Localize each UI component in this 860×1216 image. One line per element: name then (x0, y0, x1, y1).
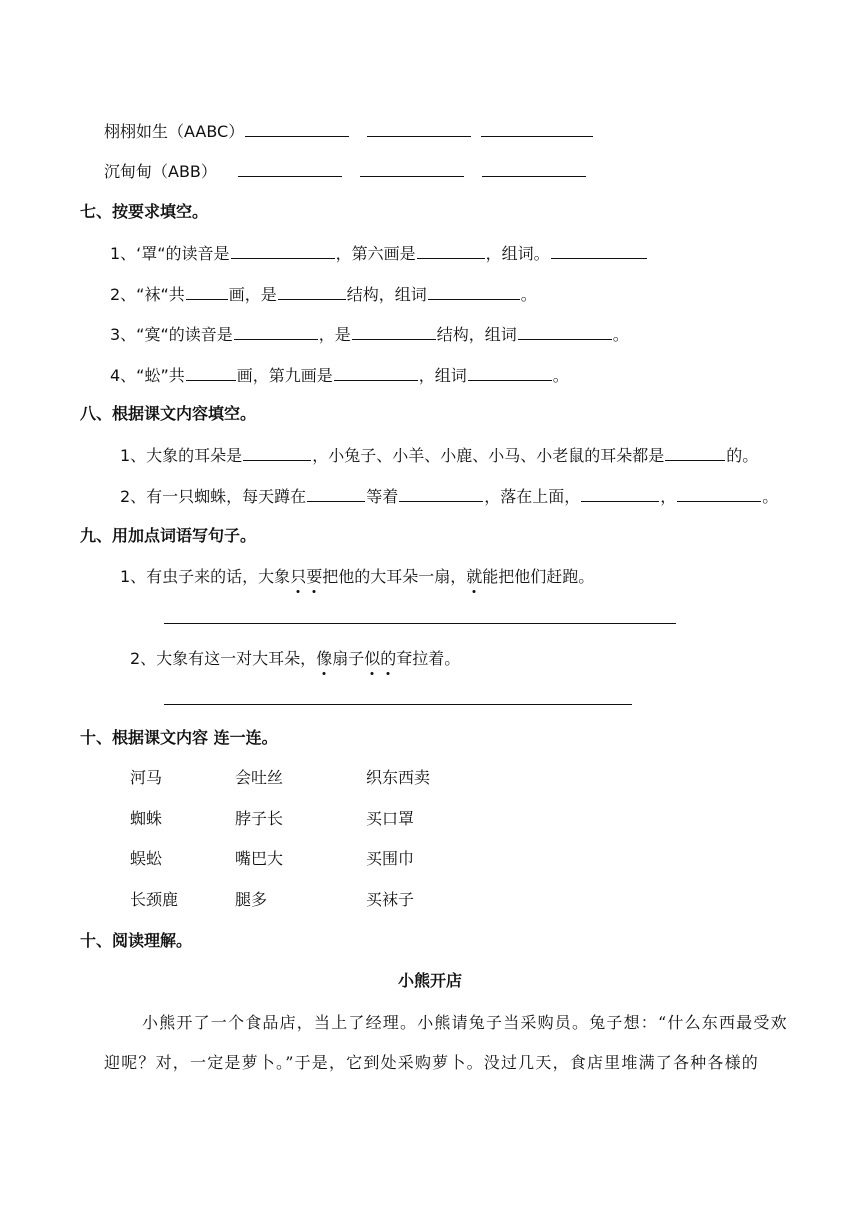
section-10-title: 十、根据课文内容 连一连。 (80, 728, 278, 747)
question-text: ，落在上面， (484, 487, 581, 506)
question-text: ，组词。 (485, 244, 550, 263)
answer-blank[interactable] (551, 242, 647, 259)
dotted-word: 只 (290, 567, 307, 586)
match-feature[interactable]: 会吐丝 (235, 768, 284, 787)
question-text: 画，第九画是 (236, 366, 333, 385)
match-action[interactable]: 织东西卖 (366, 768, 431, 787)
question-text: 1、大象的耳朵是 (120, 446, 243, 465)
match-feature[interactable]: 脖子长 (235, 809, 284, 828)
sentence-text: 2、大象有这一对大耳朵， (130, 649, 317, 668)
idiom-abb-label: 沉甸甸（ABB） (104, 162, 217, 181)
idiom-aabc-label: 栩栩如生（AABC） (104, 122, 245, 141)
question-text: ，组词 (418, 366, 467, 385)
answer-blank[interactable] (186, 283, 228, 300)
question-text: 2、有一只蜘蛛，每天蹲在 (120, 487, 307, 506)
answer-blank[interactable] (417, 242, 485, 259)
answer-blank[interactable] (581, 485, 659, 502)
sentence-text: 能把他们赶跑。 (482, 567, 595, 586)
section-8-title: 八、根据课文内容填空。 (80, 404, 257, 423)
match-feature[interactable]: 腿多 (235, 890, 268, 909)
question-text: ， (660, 487, 677, 506)
question-text: 画，是 (228, 285, 277, 304)
match-feature[interactable]: 嘴巴大 (235, 849, 284, 868)
answer-blank[interactable] (482, 160, 586, 177)
idiom-aabc-row (104, 120, 594, 143)
question-text: 2、“袜“共 (110, 285, 185, 304)
question-text: 结构，组词 (346, 285, 427, 304)
answer-blank[interactable] (243, 444, 311, 461)
question-text: ，第六画是 (335, 244, 416, 263)
answer-blank[interactable] (238, 160, 342, 177)
sentence-text: 把他的大耳朵一扇， (322, 567, 467, 586)
question-text: 结构，组词 (436, 325, 517, 344)
match-action[interactable]: 买围巾 (366, 849, 415, 868)
answer-blank[interactable] (468, 364, 552, 381)
section-7-title: 七、按要求填空。 (80, 202, 209, 221)
section-9-title: 九、用加点词语写句子。 (80, 526, 257, 545)
match-animal[interactable]: 河马 (130, 768, 163, 787)
question-8-1 (120, 444, 758, 467)
idiom-abb-row (104, 160, 587, 183)
question-text: 1、‘罩“的读音是 (110, 244, 230, 263)
question-text: 3、“寞“的读音是 (110, 325, 233, 344)
question-text: ，小兔子、小羊、小鹿、小马、小老鼠的耳朵都是 (312, 446, 665, 465)
answer-blank[interactable] (334, 364, 418, 381)
answer-blank[interactable] (234, 323, 318, 340)
match-animal[interactable]: 长颈鹿 (130, 890, 179, 909)
dotted-word: 就 (466, 567, 483, 586)
sentence-text: 耷拉着。 (396, 649, 461, 668)
dotted-word: 似 (364, 649, 381, 668)
match-animal[interactable]: 蜈蚣 (130, 849, 163, 868)
answer-blank[interactable] (518, 323, 612, 340)
answer-blank[interactable] (677, 485, 761, 502)
answer-blank[interactable] (352, 323, 436, 340)
story-paragraph-line: 迎呢？对，一定是萝卜。”于是，它到处采购萝卜。没过几天，食店里堆满了各种各様的 (104, 1053, 759, 1072)
sentence-9-2 (130, 648, 460, 670)
question-text: 。 (520, 285, 537, 304)
dotted-word: 要 (306, 567, 323, 586)
answer-blank[interactable] (360, 160, 464, 177)
sentence-9-1 (120, 566, 594, 588)
dotted-word: 的 (380, 649, 397, 668)
question-text: ，是 (318, 325, 351, 344)
question-text: 。 (552, 366, 569, 385)
sentence-text: 扇子 (332, 649, 365, 668)
answer-blank[interactable] (367, 120, 471, 137)
match-action[interactable]: 买袜子 (366, 890, 415, 909)
answer-line[interactable] (164, 704, 632, 705)
question-text: 。 (762, 487, 779, 506)
answer-line[interactable] (164, 623, 676, 624)
answer-blank[interactable] (231, 242, 335, 259)
section-11-title: 十、阅读理解。 (80, 931, 193, 950)
story-paragraph-line: 小熊开了一个食品店，当上了经理。小熊请兔子当采购员。兔子想：“什么东西最受欢 (142, 1013, 788, 1032)
match-animal[interactable]: 蜘蛛 (130, 809, 163, 828)
answer-blank[interactable] (399, 485, 483, 502)
answer-blank[interactable] (245, 120, 349, 137)
answer-blank[interactable] (307, 485, 365, 502)
answer-blank[interactable] (481, 120, 593, 137)
question-text: 的。 (726, 446, 759, 465)
story-title: 小熊开店 (397, 971, 462, 990)
question-text: 等着 (366, 487, 399, 506)
question-7-4 (110, 364, 569, 387)
sentence-text: 1、有虫子来的话，大象 (120, 567, 291, 586)
question-text: 4、“蚣”共 (110, 366, 185, 385)
question-8-2 (120, 485, 778, 508)
answer-blank[interactable] (428, 283, 520, 300)
answer-blank[interactable] (665, 444, 725, 461)
question-7-3 (110, 323, 629, 346)
question-7-1 (110, 242, 648, 265)
question-7-2 (110, 283, 537, 306)
answer-blank[interactable] (186, 364, 236, 381)
question-text: 。 (612, 325, 629, 344)
answer-blank[interactable] (278, 283, 346, 300)
dotted-word: 像 (316, 649, 333, 668)
match-action[interactable]: 买口罩 (366, 809, 415, 828)
